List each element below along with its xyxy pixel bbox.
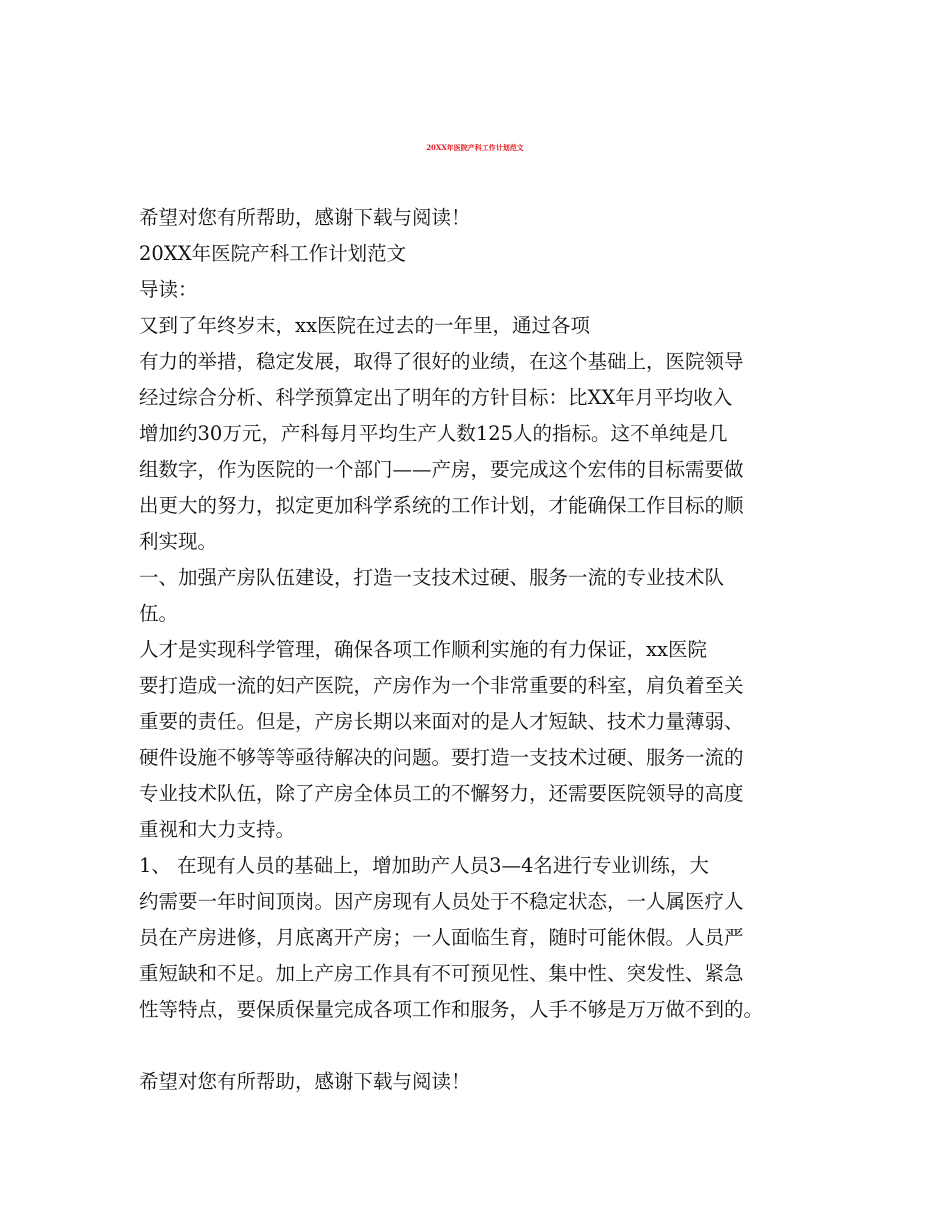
- body-line: 出更大的努力，拟定更加科学系统的工作计划，才能确保工作目标的顺: [139, 494, 744, 517]
- body-line: 重视和大力支持。: [139, 818, 296, 841]
- body-line: 专业技术队伍，除了产房全体员工的不懈努力，还需要医院领导的高度: [139, 782, 744, 805]
- body-line: 增加约30万元，产科每月平均生产人数125人的指标。这不单纯是几: [139, 422, 728, 445]
- body-line: 经过综合分析、科学预算定出了明年的方针目标：比XX年月平均收入: [139, 386, 733, 409]
- body-line: 要打造成一流的妇产医院，产房作为一个非常重要的科室，肩负着至关: [139, 674, 744, 697]
- body-line: 导读：: [139, 278, 198, 301]
- body-line: 性等特点，要保质保量完成各项工作和服务，人手不够是万万做不到的。: [139, 998, 764, 1021]
- body-line: 人才是实现科学管理，确保各项工作顺利实施的有力保证，xx医院: [139, 638, 707, 661]
- body-line: 重要的责任。但是，产房长期以来面对的是人才短缺、技术力量薄弱、: [139, 710, 744, 733]
- body-line: 约需要一年时间顶岗。因产房现有人员处于不稳定状态，一人属医疗人: [139, 890, 744, 913]
- body-line: 有力的举措，稳定发展，取得了很好的业绩，在这个基础上，医院领导: [139, 350, 744, 373]
- section-heading: 伍。: [139, 602, 179, 625]
- body-line: 员在产房进修，月底离开产房；一人面临生育，随时可能休假。人员严: [139, 926, 744, 949]
- body-line: 又到了年终岁末，xx医院在过去的一年里，通过各项: [139, 314, 590, 337]
- body-line: 利实现。: [139, 530, 218, 553]
- footer-note: 希望对您有所帮助，感谢下载与阅读！: [139, 1070, 471, 1093]
- section-heading: 一、加强产房队伍建设，打造一支技术过硬、服务一流的专业技术队: [139, 566, 725, 589]
- body-line: 1、 在现有人员的基础上，增加助产人员3—4名进行专业训练，大: [139, 854, 709, 877]
- body-line: 硬件设施不够等等亟待解决的问题。要打造一支技术过硬、服务一流的: [139, 746, 744, 769]
- body-line: 重短缺和不足。加上产房工作具有不可预见性、集中性、突发性、紧急: [139, 962, 744, 985]
- body-line: 组数字，作为医院的一个部门——产房，要完成这个宏伟的目标需要做: [139, 458, 744, 481]
- body-line: 20XX年医院产科工作计划范文: [139, 242, 407, 265]
- document-title: 20XX年医院产科工作计划范文: [426, 143, 524, 152]
- body-line: 希望对您有所帮助，感谢下载与阅读！: [139, 206, 471, 229]
